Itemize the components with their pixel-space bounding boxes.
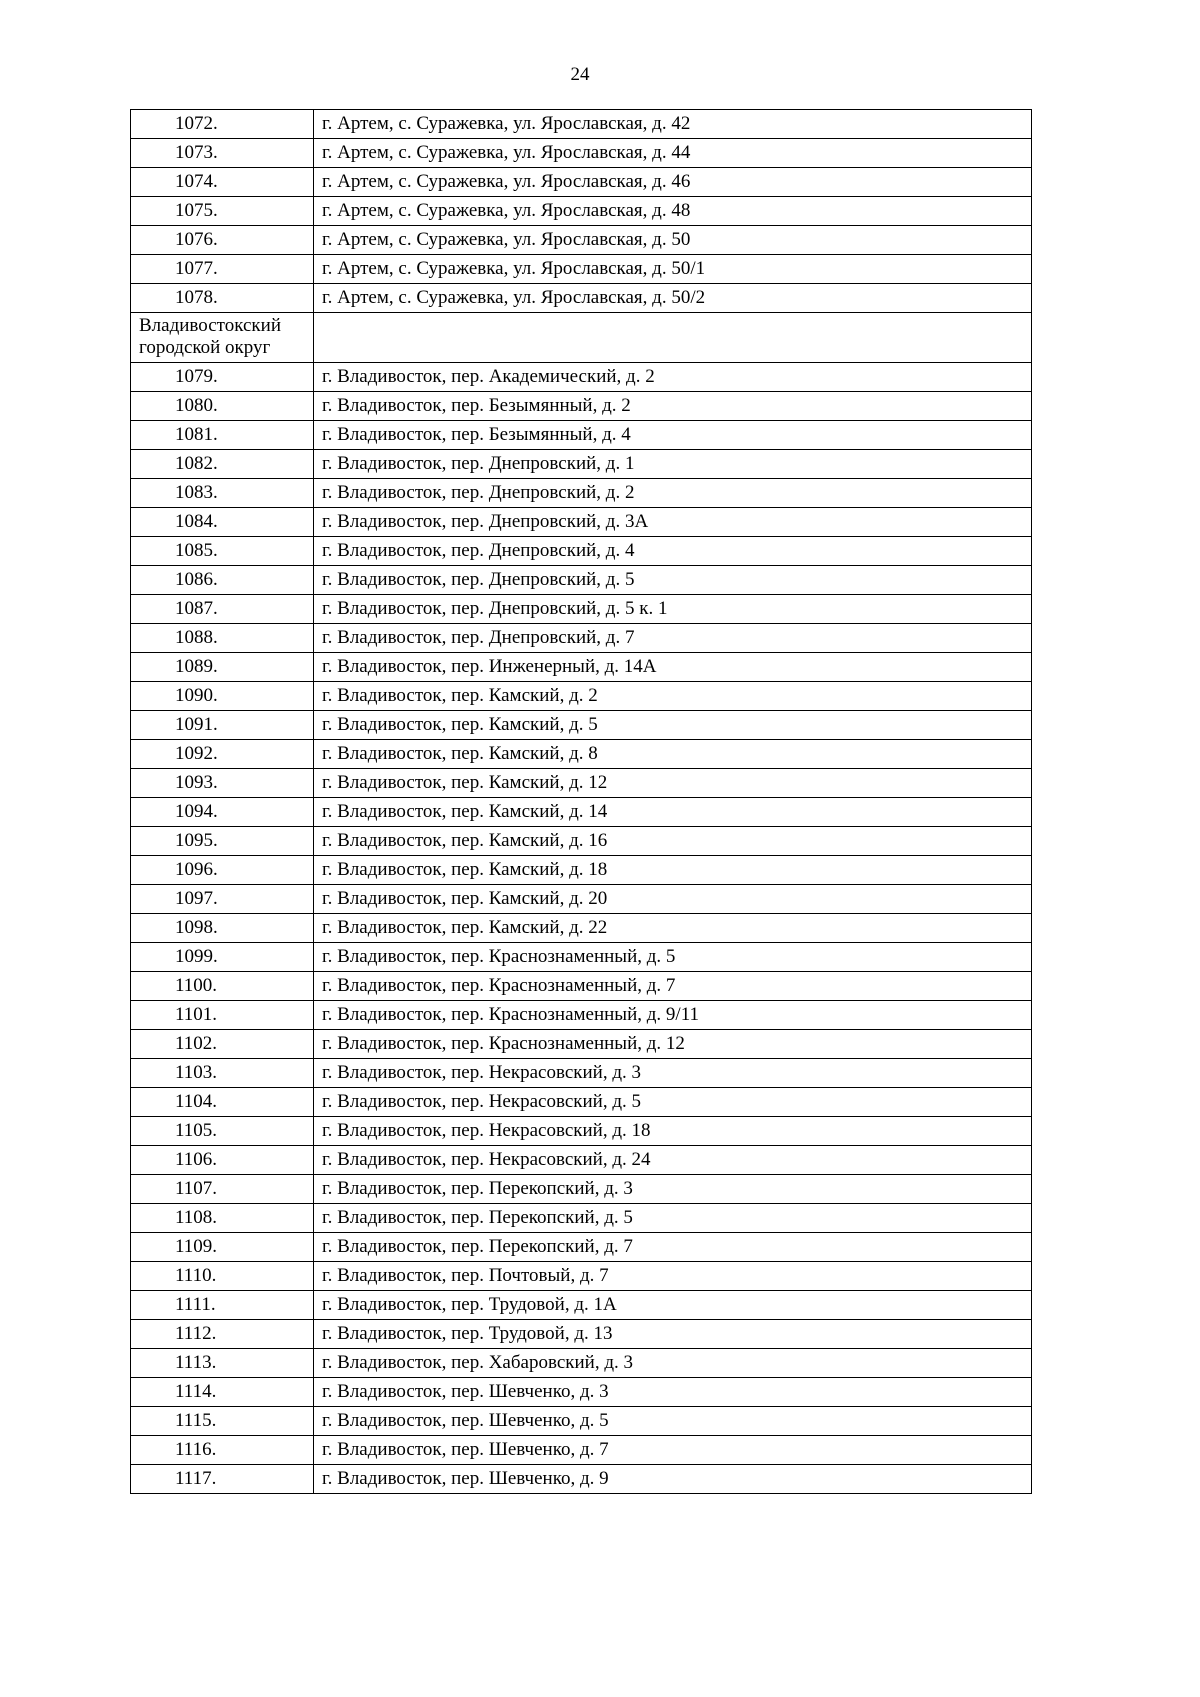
row-address: г. Владивосток, пер. Трудовой, д. 13 <box>314 1320 1032 1349</box>
table-row <box>131 914 1032 943</box>
table-row <box>131 595 1032 624</box>
table-row <box>131 1175 1032 1204</box>
table-row <box>131 450 1032 479</box>
table-row <box>131 1088 1032 1117</box>
row-number: 1090. <box>131 682 314 711</box>
row-number: 1086. <box>131 566 314 595</box>
row-number: 1116. <box>131 1436 314 1465</box>
row-number: 1112. <box>131 1320 314 1349</box>
row-number: 1083. <box>131 479 314 508</box>
row-address: г. Артем, с. Суражевка, ул. Ярославская, д. 50/1 <box>314 255 1032 284</box>
row-address: г. Владивосток, пер. Камский, д. 12 <box>314 769 1032 798</box>
row-address: г. Артем, с. Суражевка, ул. Ярославская, д. 46 <box>314 168 1032 197</box>
table-row <box>131 1320 1032 1349</box>
row-address: г. Владивосток, пер. Инженерный, д. 14А <box>314 653 1032 682</box>
row-number: 1106. <box>131 1146 314 1175</box>
table-row <box>131 566 1032 595</box>
table-row <box>131 972 1032 1001</box>
row-address: г. Владивосток, пер. Камский, д. 8 <box>314 740 1032 769</box>
row-address: г. Владивосток, пер. Днепровский, д. 3А <box>314 508 1032 537</box>
row-address: г. Владивосток, пер. Краснознаменный, д. 12 <box>314 1030 1032 1059</box>
table-row <box>131 1059 1032 1088</box>
row-address: г. Владивосток, пер. Краснознаменный, д. 9/11 <box>314 1001 1032 1030</box>
row-number: 1075. <box>131 197 314 226</box>
address-table <box>130 109 1032 1494</box>
table-row <box>131 798 1032 827</box>
row-address: г. Владивосток, пер. Некрасовский, д. 18 <box>314 1117 1032 1146</box>
row-number: 1081. <box>131 421 314 450</box>
row-number: 1107. <box>131 1175 314 1204</box>
row-address: г. Владивосток, пер. Днепровский, д. 5 к. 1 <box>314 595 1032 624</box>
row-number: 1108. <box>131 1204 314 1233</box>
row-address: г. Владивосток, пер. Камский, д. 18 <box>314 856 1032 885</box>
row-number: 1101. <box>131 1001 314 1030</box>
table-row <box>131 537 1032 566</box>
table-row <box>131 110 1032 139</box>
row-number: 1074. <box>131 168 314 197</box>
table-row <box>131 653 1032 682</box>
table-row <box>131 1407 1032 1436</box>
table-row <box>131 226 1032 255</box>
table-row <box>131 363 1032 392</box>
municipality-address-empty <box>314 313 1032 363</box>
row-address: г. Владивосток, пер. Камский, д. 2 <box>314 682 1032 711</box>
row-address: г. Владивосток, пер. Камский, д. 5 <box>314 711 1032 740</box>
row-address: г. Владивосток, пер. Краснознаменный, д. 7 <box>314 972 1032 1001</box>
table-row <box>131 508 1032 537</box>
row-number: 1102. <box>131 1030 314 1059</box>
table-row <box>131 1465 1032 1494</box>
row-number: 1105. <box>131 1117 314 1146</box>
row-address: г. Артем, с. Суражевка, ул. Ярославская, д. 50/2 <box>314 284 1032 313</box>
row-address: г. Владивосток, пер. Перекопский, д. 5 <box>314 1204 1032 1233</box>
row-address: г. Артем, с. Суражевка, ул. Ярославская, д. 48 <box>314 197 1032 226</box>
table-row <box>131 1291 1032 1320</box>
table-row <box>131 139 1032 168</box>
row-address: г. Владивосток, пер. Днепровский, д. 4 <box>314 537 1032 566</box>
table-row <box>131 740 1032 769</box>
row-number: 1073. <box>131 139 314 168</box>
row-number: 1072. <box>131 110 314 139</box>
row-number: 1095. <box>131 827 314 856</box>
row-address: г. Владивосток, пер. Некрасовский, д. 24 <box>314 1146 1032 1175</box>
table-body <box>131 110 1032 1494</box>
table-row <box>131 392 1032 421</box>
row-address: г. Владивосток, пер. Почтовый, д. 7 <box>314 1262 1032 1291</box>
row-address: г. Владивосток, пер. Академический, д. 2 <box>314 363 1032 392</box>
table-row <box>131 1436 1032 1465</box>
table-row <box>131 711 1032 740</box>
row-address: г. Владивосток, пер. Перекопский, д. 7 <box>314 1233 1032 1262</box>
row-number: 1094. <box>131 798 314 827</box>
table-row <box>131 284 1032 313</box>
row-address: г. Владивосток, пер. Днепровский, д. 5 <box>314 566 1032 595</box>
row-address: г. Владивосток, пер. Камский, д. 20 <box>314 885 1032 914</box>
row-address: г. Артем, с. Суражевка, ул. Ярославская, д. 42 <box>314 110 1032 139</box>
row-address: г. Владивосток, пер. Шевченко, д. 9 <box>314 1465 1032 1494</box>
table-row <box>131 1001 1032 1030</box>
row-address: г. Артем, с. Суражевка, ул. Ярославская, д. 50 <box>314 226 1032 255</box>
row-address: г. Артем, с. Суражевка, ул. Ярославская, д. 44 <box>314 139 1032 168</box>
table-row <box>131 1378 1032 1407</box>
row-address: г. Владивосток, пер. Шевченко, д. 3 <box>314 1378 1032 1407</box>
row-number: 1115. <box>131 1407 314 1436</box>
row-address: г. Владивосток, пер. Хабаровский, д. 3 <box>314 1349 1032 1378</box>
table-row <box>131 682 1032 711</box>
row-number: 1113. <box>131 1349 314 1378</box>
row-number: 1098. <box>131 914 314 943</box>
table-row <box>131 479 1032 508</box>
table-row <box>131 1262 1032 1291</box>
row-address: г. Владивосток, пер. Безымянный, д. 4 <box>314 421 1032 450</box>
page-number: 24 <box>570 64 590 85</box>
row-number: 1078. <box>131 284 314 313</box>
row-address: г. Владивосток, пер. Некрасовский, д. 5 <box>314 1088 1032 1117</box>
row-number: 1104. <box>131 1088 314 1117</box>
row-address: г. Владивосток, пер. Днепровский, д. 7 <box>314 624 1032 653</box>
row-address: г. Владивосток, пер. Трудовой, д. 1А <box>314 1291 1032 1320</box>
row-address: г. Владивосток, пер. Шевченко, д. 5 <box>314 1407 1032 1436</box>
row-address: г. Владивосток, пер. Шевченко, д. 7 <box>314 1436 1032 1465</box>
row-number: 1076. <box>131 226 314 255</box>
row-number: 1096. <box>131 856 314 885</box>
table-row <box>131 1204 1032 1233</box>
municipality-label: Владивостокский городской округ <box>131 313 314 363</box>
row-address: г. Владивосток, пер. Перекопский, д. 3 <box>314 1175 1032 1204</box>
row-number: 1117. <box>131 1465 314 1494</box>
row-address: г. Владивосток, пер. Камский, д. 16 <box>314 827 1032 856</box>
row-number: 1110. <box>131 1262 314 1291</box>
table-row <box>131 943 1032 972</box>
table-row <box>131 197 1032 226</box>
table-row <box>131 255 1032 284</box>
table-row <box>131 421 1032 450</box>
table-row <box>131 856 1032 885</box>
table-row <box>131 1117 1032 1146</box>
table-row <box>131 168 1032 197</box>
row-number: 1093. <box>131 769 314 798</box>
table-row <box>131 1233 1032 1262</box>
row-number: 1082. <box>131 450 314 479</box>
row-number: 1085. <box>131 537 314 566</box>
row-number: 1114. <box>131 1378 314 1407</box>
row-address: г. Владивосток, пер. Днепровский, д. 1 <box>314 450 1032 479</box>
row-number: 1092. <box>131 740 314 769</box>
table-row <box>131 1146 1032 1175</box>
row-address: г. Владивосток, пер. Некрасовский, д. 3 <box>314 1059 1032 1088</box>
table-row <box>131 1349 1032 1378</box>
group-header-row <box>131 313 1032 363</box>
row-number: 1097. <box>131 885 314 914</box>
row-number: 1111. <box>131 1291 314 1320</box>
row-address: г. Владивосток, пер. Камский, д. 22 <box>314 914 1032 943</box>
row-address: г. Владивосток, пер. Днепровский, д. 2 <box>314 479 1032 508</box>
row-number: 1091. <box>131 711 314 740</box>
row-number: 1088. <box>131 624 314 653</box>
row-number: 1087. <box>131 595 314 624</box>
row-number: 1080. <box>131 392 314 421</box>
table-row <box>131 827 1032 856</box>
row-number: 1084. <box>131 508 314 537</box>
row-number: 1100. <box>131 972 314 1001</box>
row-address: г. Владивосток, пер. Камский, д. 14 <box>314 798 1032 827</box>
row-number: 1103. <box>131 1059 314 1088</box>
table-row <box>131 885 1032 914</box>
row-number: 1099. <box>131 943 314 972</box>
row-number: 1089. <box>131 653 314 682</box>
row-number: 1109. <box>131 1233 314 1262</box>
table-row <box>131 1030 1032 1059</box>
row-address: г. Владивосток, пер. Безымянный, д. 2 <box>314 392 1032 421</box>
table-row <box>131 624 1032 653</box>
row-number: 1077. <box>131 255 314 284</box>
table-row <box>131 769 1032 798</box>
row-number: 1079. <box>131 363 314 392</box>
row-address: г. Владивосток, пер. Краснознаменный, д. 5 <box>314 943 1032 972</box>
